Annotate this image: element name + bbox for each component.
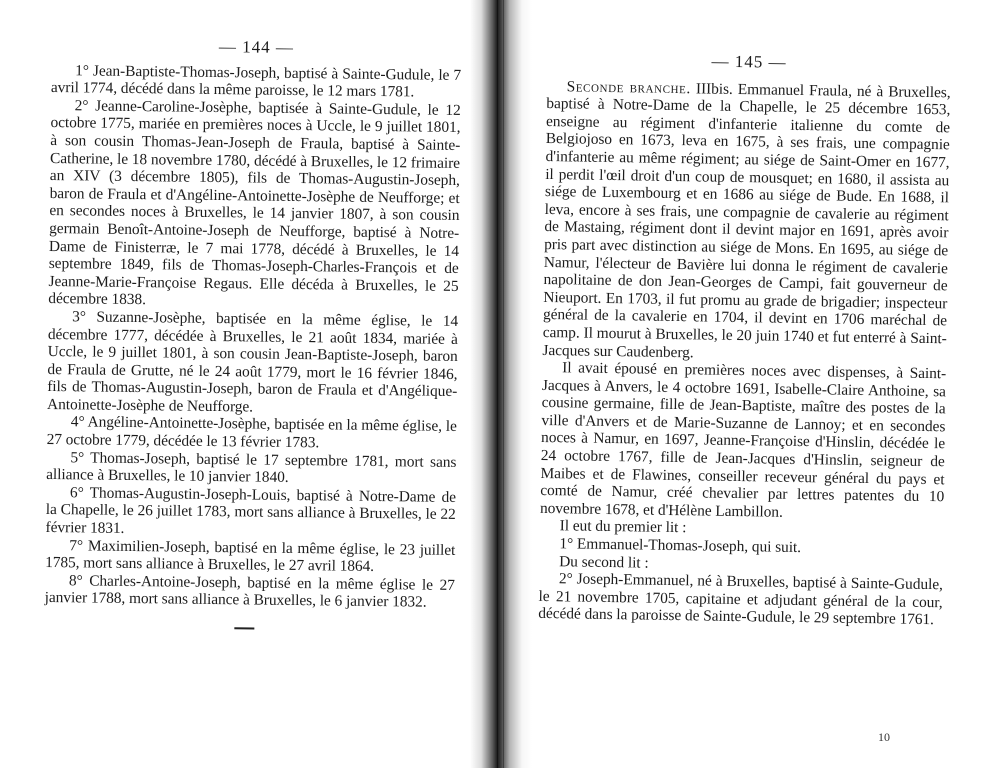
- page-number: — 144 —: [218, 37, 295, 57]
- paragraph: 4° Angéline-Antoinette-Josèphe, baptisée en la même église, le 27 octobre 1779, décédée le 13 février 1783.: [46, 413, 457, 452]
- paragraph: Il eut du premier lit :: [559, 517, 687, 537]
- paragraph: 8° Charles-Antoine-Joseph, baptisé en la même église le 27 janvier 1788, mort sans alliance à Bruxelles, le 6 janvier 1832.: [44, 572, 455, 612]
- paragraph: 1° Emmanuel-Thomas-Joseph, qui suit.: [559, 535, 802, 557]
- right-page: [536, 0, 952, 768]
- page-number: — 145 —: [711, 51, 787, 72]
- paragraph: 5° Thomas-Joseph, baptisé le 17 septembre 1781, mort sans alliance à Bruxelles, le 10 janvier 1840.: [46, 448, 457, 487]
- paragraph: Il avait épousé en premières noces avec dispenses, à Saint-Jacques à Anvers, le 4 octobre 1691, Isabelle-Claire Anthoine, sa cousine germaine, fille de Jean-Baptiste, maître des postes de la ville d'Anvers et de Marie-Suzanne de Lannoy; et en secondes noces à Namur, en 1697, Jeanne-Françoise d'Hinslin, décédée le 24 octobre 1767, fille de Jean-Jacques d'Hinslin, seigneur de Maibes et de Flawines, conseiller receveur général du pays et comté de Namur, créé chevalier par lettres patentes du 10 novembre 1678, et d'Hélène Lambillon.: [539, 359, 947, 521]
- paragraph: 2° Jeanne-Caroline-Josèphe, baptisée à Sainte-Gudule, le 12 octobre 1775, mariée en premières noces à Uccle, le 9 juillet 1801, à son cousin Thomas-Jean-Joseph de Fraula, baptisé à Sainte-Catherine, le 18 novembre 1780, décédé à Bruxelles, le 12 frimaire an XIV (3 décembre 1805), fils de Thomas-Augustin-Joseph, baron de Fraula et d'Angéline-Antoinette-Josèphe de Neufforge; et en secondes noces à Bruxelles, le 14 janvier 1807, à son cousin germain Benoît-Antoine-Joseph de Neufforge, baptisé à Notre-Dame de Finisterræ, le 7 mai 1778, décédé à Bruxelles, le 14 septembre 1849, fils de Thomas-Joseph-Charles-François et de Jeanne-Marie-Françoise Regaus. Elle décéda à Bruxelles, le 25 décembre 1838.: [48, 97, 461, 309]
- paragraph-text: IIIbis. Emmanuel Fraula, né à Bruxelles, baptisé à Notre-Dame de la Chapelle, le 25 décembre 1653, enseigne au régiment d'infanterie italienne du comte de Belgiojoso en 1673, leva en 1675, à ses frais, une compagnie d'infanterie au même régiment; au siége de Saint-Omer en 1677, il perdit l'œil droit d'un coup de mousquet; en 1680, il assista au siége de Luxembourg et en 1686 au siége de Bude. En 1688, il leva, encore à ses frais, une compagnie de cavalerie au régiment de Mastaing, régiment dont il devint major en 1691, après avoir pris part avec distinction au siége de Mons. En 1695, au siége de Namur, l'électeur de Bavière lui donna le régiment de cavalerie napolitaine de don Jean-Georges de Campi, fait gouverneur de Nieuport. En 1703, il fut promu au grade de brigadier; inspecteur général de la cavalerie en 1704, il devint en 1706 maréchal de camp. Il mourut à Bruxelles, le 20 juin 1740 et fut enterré à Saint-Jacques sur Caudenberg.: [542, 79, 951, 361]
- paragraph: Du second lit :: [559, 552, 649, 572]
- paragraph: [542, 78, 950, 366]
- paragraph: 6° Thomas-Augustin-Joseph-Louis, baptisé à Notre-Dame de la Chapelle, le 26 juillet 1783, mort sans alliance à Bruxelles, le 22 février 1831.: [45, 484, 457, 537]
- paragraph: 1° Jean-Baptiste-Thomas-Joseph, baptisé à Sainte-Gudule, le 7 avril 1774, décédé dans la même paroisse, le 12 mars 1781.: [50, 61, 462, 101]
- paragraph: 7° Maximilien-Joseph, baptisé en la même église, le 23 juillet 1785, mort sans alliance à Bruxelles, le 27 avril 1864.: [45, 536, 456, 576]
- left-page: [43, 0, 462, 768]
- section-heading: Seconde branche.: [566, 77, 692, 97]
- signature-mark: 10: [878, 730, 890, 744]
- gutter-line: [503, 0, 504, 768]
- paragraph: 2° Joseph-Emmanuel, né à Bruxelles, baptisé à Sainte-Gudule, le 21 novembre 1705, capitaine et adjudant général de la cour, décédé dans la paroisse de Sainte-Gudule, le 29 septembre 1761.: [538, 570, 943, 629]
- end-rule: [234, 627, 254, 629]
- paragraph: 3° Suzanne-Josèphe, baptisée en la même église, le 14 décembre 1777, décédée à Bruxelles, le 21 août 1834, mariée à Uccle, le 9 juillet 1801, à son cousin Jean-Baptiste-Joseph, baron de Fraula de Grutte, né le 24 août 1779, mort le 16 février 1846, fils de Thomas-Augustin-Joseph, baron de Fraula et d'Angélique-Antoinette-Josèphe de Neufforge.: [46, 308, 459, 416]
- book-gutter-shadow: [470, 0, 532, 768]
- gutter-line: [497, 0, 498, 768]
